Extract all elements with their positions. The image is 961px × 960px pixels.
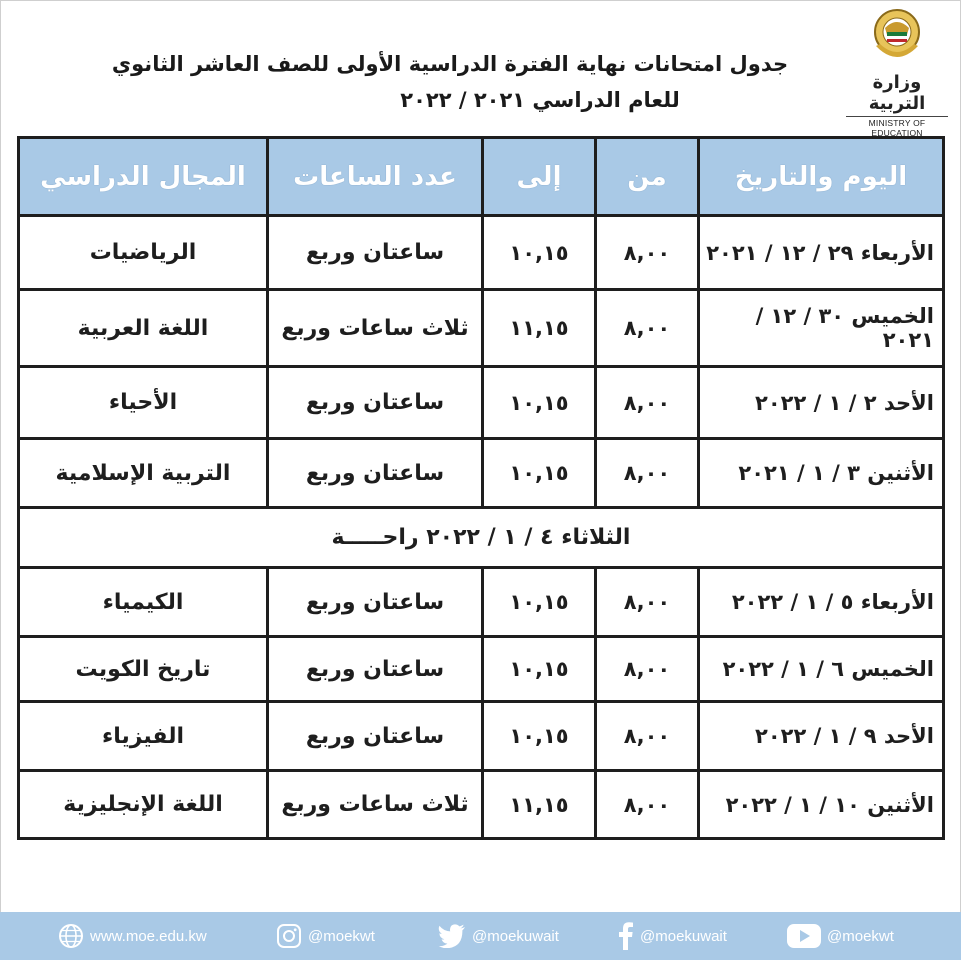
instagram-icon: [276, 923, 302, 949]
footer-instagram[interactable]: [276, 920, 375, 952]
youtube-text: @moekwt: [827, 927, 894, 945]
date-cell: الخميس ٦ / ١ / ٢٠٢٢: [699, 637, 944, 702]
table-row: [19, 568, 944, 637]
globe-icon: [58, 923, 84, 949]
date-cell: الأثنين ٣ / ١ / ٢٠٢١: [699, 439, 944, 508]
date-cell: الخميس ٣٠ / ١٢ / ٢٠٢١: [699, 290, 944, 367]
hours-cell: ساعتان وربع: [268, 702, 483, 771]
table-row: [19, 771, 944, 839]
footer-bar: [0, 912, 961, 960]
subject-cell: تاريخ الكويت: [19, 637, 268, 702]
page-title: جدول امتحانات نهاية الفترة الدراسية الأولى للصف العاشر الثانوي: [111, 52, 789, 76]
from-cell: ٨,٠٠: [596, 637, 699, 702]
date-cell: الأربعاء ٥ / ١ / ٢٠٢٢: [699, 568, 944, 637]
table-row: [19, 637, 944, 702]
hours-cell: ساعتان وربع: [268, 216, 483, 290]
hours-cell: ثلاث ساعات وربع: [268, 290, 483, 367]
footer-twitter[interactable]: [438, 920, 559, 952]
to-cell: ١٠,١٥: [483, 702, 596, 771]
footer-website[interactable]: [58, 920, 207, 952]
to-cell: ١٠,١٥: [483, 568, 596, 637]
hours-cell: ساعتان وربع: [268, 439, 483, 508]
table-row: [19, 702, 944, 771]
subject-cell: الرياضيات: [19, 216, 268, 290]
subject-cell: الأحياء: [19, 367, 268, 439]
rest-day-cell: الثلاثاء ٤ / ١ / ٢٠٢٢ راحـــــة: [19, 508, 944, 568]
subject-cell: اللغة الإنجليزية: [19, 771, 268, 839]
subject-cell: التربية الإسلامية: [19, 439, 268, 508]
facebook-text: @moekuwait: [640, 927, 727, 945]
to-cell: ١٠,١٥: [483, 439, 596, 508]
to-cell: ١٠,١٥: [483, 637, 596, 702]
subject-cell: اللغة العربية: [19, 290, 268, 367]
to-cell: ١٠,١٥: [483, 367, 596, 439]
header-hours: عدد الساعات: [268, 138, 483, 216]
header-subject: المجال الدراسي: [19, 138, 268, 216]
table-header-row: [19, 138, 944, 216]
from-cell: ٨,٠٠: [596, 216, 699, 290]
to-cell: ١١,١٥: [483, 771, 596, 839]
date-cell: الأحد ٢ / ١ / ٢٠٢٢: [699, 367, 944, 439]
hours-cell: ثلاث ساعات وربع: [268, 771, 483, 839]
ministry-logo: [842, 8, 952, 138]
twitter-icon: [438, 924, 466, 948]
hours-cell: ساعتان وربع: [268, 367, 483, 439]
from-cell: ٨,٠٠: [596, 290, 699, 367]
kuwait-emblem-icon: [870, 8, 924, 70]
table-row: [19, 290, 944, 367]
table-row: [19, 439, 944, 508]
hours-cell: ساعتان وربع: [268, 568, 483, 637]
instagram-text: @moekwt: [308, 927, 375, 945]
logo-arabic-text: وزارة التربية: [868, 72, 926, 114]
from-cell: ٨,٠٠: [596, 702, 699, 771]
date-cell: الأثنين ١٠ / ١ / ٢٠٢٢: [699, 771, 944, 839]
from-cell: ٨,٠٠: [596, 439, 699, 508]
date-cell: الأربعاء ٢٩ / ١٢ / ٢٠٢١: [699, 216, 944, 290]
footer-facebook[interactable]: [618, 920, 727, 952]
from-cell: ٨,٠٠: [596, 771, 699, 839]
facebook-icon: [618, 922, 634, 950]
header-day-date: اليوم والتاريخ: [699, 138, 944, 216]
hours-cell: ساعتان وربع: [268, 637, 483, 702]
from-cell: ٨,٠٠: [596, 568, 699, 637]
subject-cell: الكيمياء: [19, 568, 268, 637]
logo-english-text: MINISTRY OF EDUCATION: [846, 116, 948, 138]
header-from: من: [596, 138, 699, 216]
to-cell: ١١,١٥: [483, 290, 596, 367]
to-cell: ١٠,١٥: [483, 216, 596, 290]
twitter-text: @moekuwait: [472, 927, 559, 945]
table-row: [19, 367, 944, 439]
youtube-icon: [787, 924, 821, 948]
rest-day-row: [19, 508, 944, 568]
from-cell: ٨,٠٠: [596, 367, 699, 439]
date-cell: الأحد ٩ / ١ / ٢٠٢٢: [699, 702, 944, 771]
table-row: [19, 216, 944, 290]
website-text: www.moe.edu.kw: [90, 927, 207, 945]
page-subtitle: للعام الدراسي ٢٠٢١ / ٢٠٢٢: [400, 88, 680, 112]
subject-cell: الفيزياء: [19, 702, 268, 771]
footer-youtube[interactable]: [787, 920, 894, 952]
exam-schedule-table: [17, 136, 945, 840]
header-to: إلى: [483, 138, 596, 216]
